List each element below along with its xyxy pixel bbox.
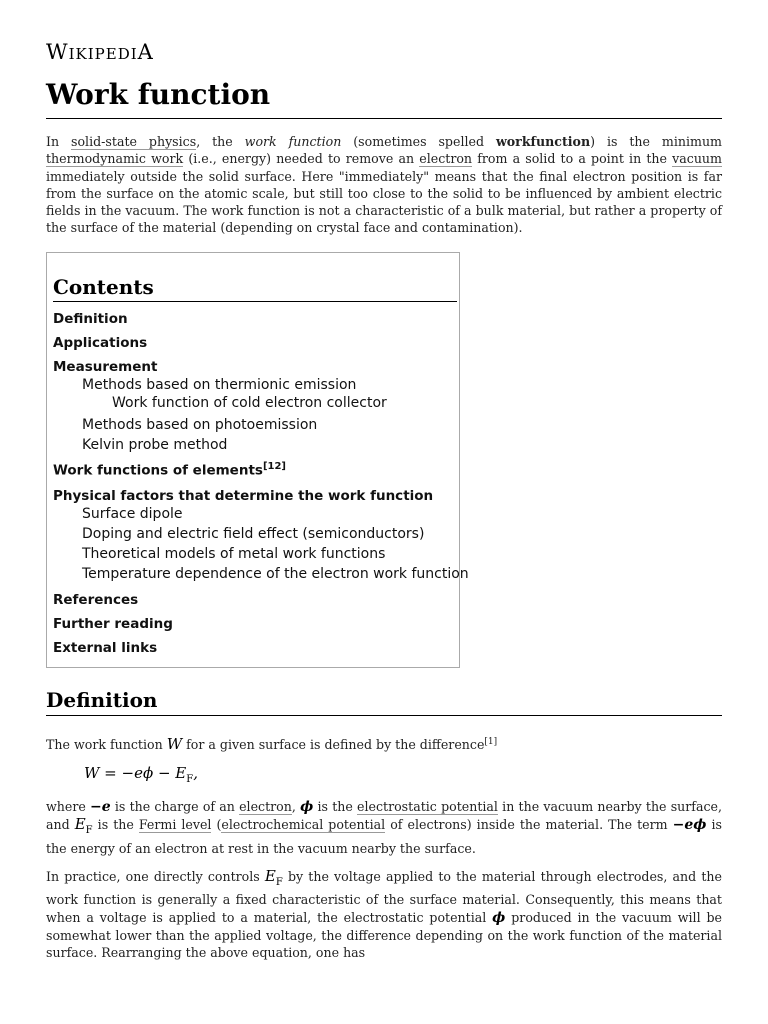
def-p1-text-1: The work function xyxy=(46,737,167,753)
toc-item-photoemission[interactable]: Methods based on photoemission xyxy=(82,417,318,433)
toc-item-work-functions-of-elements[interactable] xyxy=(53,461,286,479)
math-term-neg-e-phi: −eϕ xyxy=(672,817,707,834)
toc-item-external-links[interactable]: External links xyxy=(53,640,158,656)
link-electron-2[interactable]: electron xyxy=(239,799,292,814)
math-var-phi-2: ϕ xyxy=(492,909,506,926)
toc-item-wfe-label: Work functions of elements xyxy=(53,462,263,479)
def-p3-text-1: In practice, one directly controls xyxy=(46,869,265,884)
definition-paragraph-2 xyxy=(46,798,722,857)
def-p2-text-5: in the vacuum nearby the surface, and xyxy=(46,799,722,833)
intro-text-1: In xyxy=(46,134,72,149)
math-var-ef-2 xyxy=(264,867,283,888)
def-p2-text-7: ( xyxy=(211,817,222,833)
toc-item-cold-electron-collector[interactable]: Work function of cold electron collector xyxy=(112,395,387,411)
toc-item-surface-dipole[interactable]: Surface dipole xyxy=(82,506,183,522)
toc-item-applications[interactable]: Applications xyxy=(53,335,148,351)
intro-text-7: immediately outside the solid surface. Here "immediately" means that the final electron position is far from the surface on the atomic scale, but still too close to the solid to be influenced by ambient electric fields in the vacuum. The work function is not a characteristic of a bulk material, but rather a property of the surface of the material (depending on crystal face and contamination). xyxy=(46,168,722,236)
math-var-ef xyxy=(74,815,93,837)
math-var-ef-sub: F xyxy=(85,825,93,837)
def-p2-text-3: , xyxy=(291,799,301,814)
def-p2-text-8: of electrons) inside the material. The term xyxy=(385,817,673,833)
link-fermi-level[interactable]: Fermi level xyxy=(138,817,212,833)
equation-tail: , xyxy=(193,764,198,782)
def-p2-text-1: where xyxy=(46,799,91,814)
intro-em-work-function: work function xyxy=(244,134,342,149)
toc-item-physical-factors[interactable]: Physical factors that determine the work function xyxy=(53,488,434,504)
toc-item-definition[interactable]: Definition xyxy=(53,311,128,327)
def-p1-text-2: for a given surface is defined by the difference xyxy=(182,737,485,753)
math-var-phi: ϕ xyxy=(300,799,314,815)
def-p3-text-3: produced in the vacuum will be somewhat lower than the applied voltage, the difference depending on the work function of the material surface. Rearranging the above equation, one has xyxy=(46,909,723,961)
toc-item-thermionic[interactable]: Methods based on thermionic emission xyxy=(82,377,357,393)
toc-item-further-reading[interactable]: Further reading xyxy=(53,616,173,632)
table-of-contents xyxy=(46,252,469,668)
citation-ref-1[interactable]: [1] xyxy=(484,737,498,747)
equation-subscript: F xyxy=(186,774,194,785)
intro-text-4: ) is the minimum xyxy=(590,134,722,149)
link-vacuum[interactable]: vacuum xyxy=(672,151,722,167)
link-electrostatic-potential[interactable]: electrostatic potential xyxy=(357,799,498,814)
link-thermodynamic-work[interactable]: thermodynamic work xyxy=(46,151,184,167)
intro-text-2: , the xyxy=(196,134,245,149)
toc-title: Contents xyxy=(53,275,457,302)
equation-main: W = −eϕ − E xyxy=(84,764,187,782)
page-title: Work function xyxy=(46,76,722,119)
math-var-ef-2-sub: F xyxy=(275,877,283,888)
work-function-equation xyxy=(84,764,198,785)
def-p2-text-4: is the xyxy=(313,799,358,814)
link-electron[interactable]: electron xyxy=(419,151,473,167)
intro-text-5: (i.e., energy) needed to remove an xyxy=(183,151,420,167)
toc-item-kelvin-probe[interactable]: Kelvin probe method xyxy=(82,437,228,453)
definition-paragraph-1 xyxy=(46,734,722,753)
section-heading-definition: Definition xyxy=(46,688,722,716)
toc-item-doping[interactable]: Doping and electric field effect (semiconductors) xyxy=(82,526,425,542)
math-var-ef-main: E xyxy=(74,815,86,834)
link-electrochemical-potential[interactable]: electrochemical potential xyxy=(221,817,386,833)
definition-paragraph-3 xyxy=(46,868,722,961)
toc-item-wfe-ref[interactable]: [12] xyxy=(262,461,286,472)
toc-item-theoretical-models[interactable]: Theoretical models of metal work functions xyxy=(82,546,386,562)
def-p2-text-6: is the xyxy=(92,817,139,833)
toc-item-references[interactable]: References xyxy=(53,592,139,608)
math-var-w: W xyxy=(166,735,183,754)
link-solid-state-physics[interactable]: solid-state physics xyxy=(71,134,197,149)
intro-paragraph xyxy=(46,133,722,237)
def-p2-text-2: is the charge of an xyxy=(110,799,240,814)
math-var-ef-2-main: E xyxy=(264,867,276,885)
toc-item-temperature-dependence[interactable]: Temperature dependence of the electron work function xyxy=(82,566,469,582)
def-p2-text-9: is the energy of an electron at rest in the vacuum nearby the surface. xyxy=(46,817,722,856)
wordmark-cap-a: A xyxy=(137,40,154,64)
intro-text-6: from a solid to a point in the xyxy=(472,151,673,167)
toc-item-measurement[interactable]: Measurement xyxy=(53,359,158,375)
wordmark-cap-w: W xyxy=(46,40,69,64)
intro-text-3: (sometimes spelled xyxy=(341,134,496,149)
math-var-neg-e: −e xyxy=(90,799,111,815)
wikipedia-wordmark[interactable] xyxy=(46,40,154,64)
def-p3-text-2: by the voltage applied to the material through electrodes, and the work function is generally a fixed characteristic of the surface material. Consequently, this means that when a voltage is applied to a material, the electrostatic potential xyxy=(46,869,722,925)
wordmark-mid: IKIPEDI xyxy=(68,45,138,63)
intro-bold-workfunction: workfunction xyxy=(495,134,591,149)
